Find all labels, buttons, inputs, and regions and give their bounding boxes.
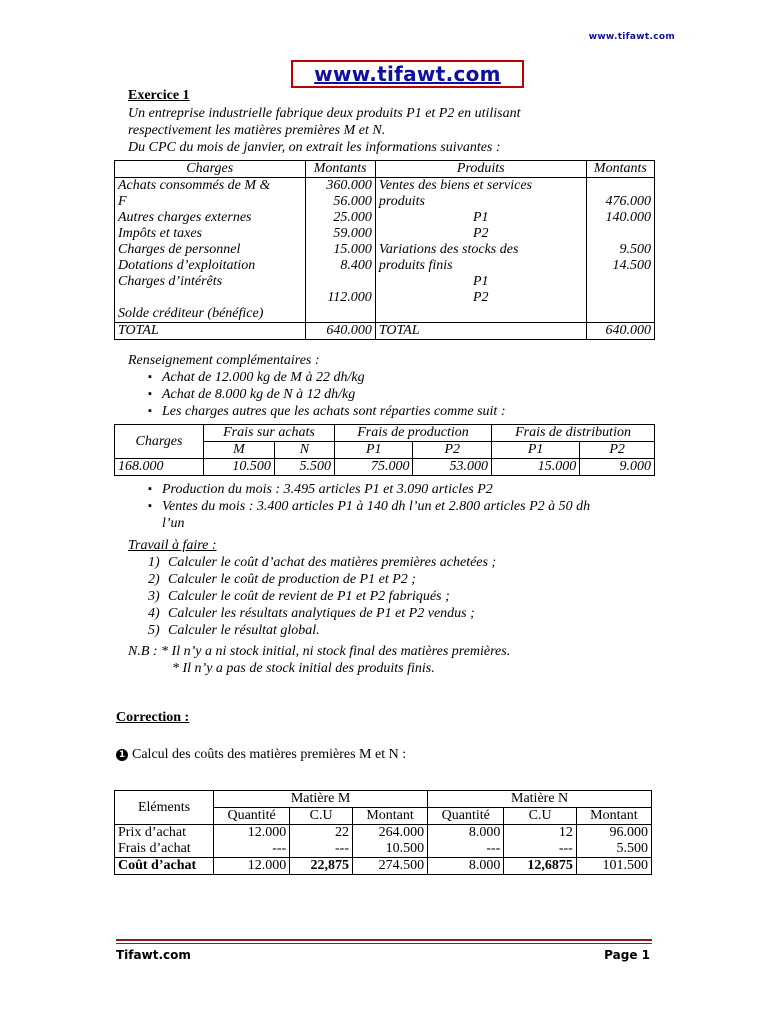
cpc-total-produits: 640.000: [586, 323, 654, 340]
cpc-charges-amounts-col: [305, 178, 375, 323]
task-item: [148, 554, 510, 571]
cpc-total-charges: 640.000: [305, 323, 375, 340]
matiere-cell: ---: [290, 841, 353, 858]
matiere-cell: ---: [428, 841, 504, 858]
cpc-produit-line: P2: [472, 290, 489, 305]
number-1-icon: 1: [116, 749, 128, 761]
repartition-subheader: M: [204, 442, 275, 459]
cpc-charge-amount: 15.000: [333, 242, 372, 257]
cpc-charge-amount: 59.000: [333, 226, 372, 241]
nb-line-1: N.B : * Il n’y a ni stock initial, ni stock final des matières premières.: [128, 644, 511, 659]
renseignement-item: ▪ Achat de 12.000 kg de M à 22 dh/kg: [148, 369, 505, 386]
matiere-cell: 264.000: [353, 825, 428, 842]
intro-line: Du CPC du mois de janvier, on extrait les informations suivantes :: [128, 140, 501, 155]
cpc-produit-amount: [590, 226, 651, 242]
cpc-produit-line: P2: [472, 226, 489, 241]
intro-line: respectivement les matières premières M et N.: [128, 123, 386, 138]
repartition-subheader: P2: [413, 442, 492, 459]
repartition-group-header: Frais sur achats: [204, 425, 335, 442]
table-row: [115, 825, 652, 842]
cpc-produit-amount: [590, 274, 651, 290]
cpc-charge-line: Charges d’intérêts: [118, 274, 223, 289]
production-list: [148, 481, 668, 515]
cpc-produit-amount: [590, 290, 651, 306]
matiere-subheader: Montant: [353, 808, 428, 825]
cpc-produit-amount: [590, 178, 651, 194]
task-text: Calculer le résultat global.: [168, 623, 320, 638]
cpc-header-produits: Produits: [375, 161, 586, 178]
matiere-subheader: C.U: [290, 808, 353, 825]
matiere-elements-header: Eléments: [115, 791, 214, 825]
matiere-cell: 12: [504, 825, 576, 842]
task-text: Calculer le coût d’achat des matières premières achetées ;: [168, 555, 497, 570]
matiere-cell: 22: [290, 825, 353, 842]
cpc-produit-amount: [590, 306, 651, 322]
footer-page-number: Page 1: [604, 948, 650, 962]
repartition-value: 15.000: [492, 459, 580, 476]
task-num: 2): [148, 572, 160, 587]
cpc-charge-amount: 360.000: [326, 178, 372, 193]
site-logo[interactable]: www.tifawt.com: [314, 62, 501, 86]
matiere-subheader: Quantité: [428, 808, 504, 825]
repartition-charges-header: Charges: [115, 425, 204, 459]
nb-line-2: * Il n’y a pas de stock initial des produits finis.: [172, 661, 435, 676]
renseignements-title: Renseignement complémentaires :: [128, 353, 320, 368]
cpc-charge-line: Impôts et taxes: [118, 226, 202, 241]
matiere-row-label: Prix d’achat: [115, 825, 214, 842]
renseignements-list: [148, 369, 505, 420]
cpc-charge-line: Charges de personnel: [118, 242, 241, 257]
task-text: Calculer le coût de revient de P1 et P2 fabriqués ;: [168, 589, 450, 604]
renseignements-section: [128, 352, 505, 420]
matiere-subheader: Quantité: [214, 808, 290, 825]
cpc-charge-line: Dotations d’exploitation: [118, 258, 256, 273]
matiere-m-header: Matière M: [214, 791, 428, 808]
repartition-value: 75.000: [334, 459, 413, 476]
task-num: 3): [148, 589, 160, 604]
cpc-produit-line: produits: [378, 194, 425, 209]
cpc-charge-amount: [309, 306, 372, 322]
travail-section: [128, 537, 510, 677]
cpc-charge-line: Autres charges externes: [118, 210, 252, 225]
matiere-cell: ---: [504, 841, 576, 858]
matiere-subheader: Montant: [576, 808, 651, 825]
repartition-subheader: N: [274, 442, 334, 459]
table-row: [115, 841, 652, 858]
exercise-title: Exercice 1: [128, 88, 190, 103]
cpc-header-charges: Charges: [115, 161, 306, 178]
cpc-produit-line: [379, 306, 583, 322]
task-item: [148, 588, 510, 605]
matiere-cell: 8.000: [428, 825, 504, 842]
production-section: [148, 481, 668, 532]
cpc-charge-line: F: [118, 194, 127, 209]
matiere-cell: 12.000: [214, 858, 290, 875]
task-item: [148, 571, 510, 588]
task-text: Calculer le coût de production de P1 et P2 ;: [168, 572, 416, 587]
repartition-group-header: Frais de distribution: [492, 425, 655, 442]
matiere-cell: 12.000: [214, 825, 290, 842]
repartition-group-header: Frais de production: [334, 425, 491, 442]
repartition-subheader: P1: [334, 442, 413, 459]
production-item: ▪ Ventes du mois : 3.400 articles P1 à 140 dh l’un et 2.800 articles P2 à 50 dh: [148, 498, 668, 515]
matiere-cell: 101.500: [576, 858, 651, 875]
repartition-subheader: P2: [580, 442, 655, 459]
cpc-produit-line: Variations des stocks des: [378, 242, 519, 257]
exercise-intro: [128, 105, 668, 156]
cpc-charge-amount: 8.400: [340, 258, 372, 273]
task-item: [148, 622, 510, 639]
matiere-cell: 5.500: [576, 841, 651, 858]
cpc-table: [114, 160, 655, 340]
matiere-cell: 12,6875: [504, 858, 576, 875]
cpc-produits-amounts-col: [586, 178, 654, 323]
matiere-row-label: Frais d’achat: [115, 841, 214, 858]
cpc-total-label: TOTAL: [115, 323, 306, 340]
cpc-produit-line: produits finis: [378, 258, 453, 273]
matiere-n-header: Matière N: [428, 791, 652, 808]
travail-title: Travail à faire :: [128, 538, 217, 553]
travail-tasks: [148, 554, 510, 639]
footer-site-name: Tifawt.com: [116, 948, 191, 962]
repartition-value: 10.500: [204, 459, 275, 476]
cpc-charge-amount: 25.000: [333, 210, 372, 225]
repartition-subheader: P1: [492, 442, 580, 459]
matiere-cell: 8.000: [428, 858, 504, 875]
correction-title: Correction :: [116, 710, 190, 725]
cpc-produit-amount: 9.500: [619, 242, 651, 257]
site-logo-box[interactable]: [291, 60, 524, 88]
repartition-table: [114, 424, 655, 476]
task-num: 5): [148, 623, 160, 638]
matiere-cell: 10.500: [353, 841, 428, 858]
cpc-produit-amount: 476.000: [605, 194, 651, 209]
cpc-produit-amount: 14.500: [612, 258, 651, 273]
cpc-produits-col: [375, 178, 586, 323]
cpc-charge-line: Achats consommés de M &: [118, 178, 271, 193]
matiere-subheader: C.U: [504, 808, 576, 825]
renseignement-item: ▪ Achat de 8.000 kg de N à 12 dh/kg: [148, 386, 505, 403]
footer-divider-thin: [116, 943, 652, 944]
correction-subtitle: [116, 747, 406, 763]
cpc-header-montants-2: Montants: [586, 161, 654, 178]
cpc-charge-amount: 56.000: [333, 194, 372, 209]
matiere-cell: 274.500: [353, 858, 428, 875]
task-num: 4): [148, 606, 160, 621]
repartition-value: 168.000: [115, 459, 204, 476]
matiere-cell: 96.000: [576, 825, 651, 842]
cpc-produit-line: Ventes des biens et services: [378, 178, 532, 193]
correction-subtitle-text: Calcul des coûts des matières premières M et N :: [132, 747, 407, 762]
repartition-value: 5.500: [274, 459, 334, 476]
cpc-charges-col: [115, 178, 306, 323]
cpc-charge-line: Solde créditeur (bénéfice): [118, 306, 264, 321]
production-item: ▪ Production du mois : 3.495 articles P1 et 3.090 articles P2: [148, 481, 668, 498]
production-item-continuation: l’un: [162, 516, 185, 531]
repartition-value: 9.000: [580, 459, 655, 476]
cpc-charge-amount: [309, 274, 372, 290]
intro-line: Un entreprise industrielle fabrique deux produits P1 et P2 en utilisant: [128, 106, 521, 121]
table-row: [115, 858, 652, 875]
matiere-cell: 22,875: [290, 858, 353, 875]
cpc-produit-line: P1: [472, 274, 489, 289]
cpc-produit-line: P1: [472, 210, 489, 225]
renseignement-item: ▪ Les charges autres que les achats sont réparties comme suit :: [148, 403, 505, 420]
task-item: [148, 605, 510, 622]
matiere-table: [114, 790, 652, 875]
cpc-header-montants: Montants: [305, 161, 375, 178]
cpc-charge-amount: 112.000: [327, 290, 372, 305]
top-site-url[interactable]: www.tifawt.com: [588, 32, 675, 42]
cpc-total-label-2: TOTAL: [375, 323, 586, 340]
matiere-cell: ---: [214, 841, 290, 858]
task-text: Calculer les résultats analytiques de P1 et P2 vendus ;: [168, 606, 475, 621]
cpc-charge-line: [118, 290, 302, 306]
repartition-value: 53.000: [413, 459, 492, 476]
cpc-produit-amount: 140.000: [605, 210, 651, 225]
footer-divider: [116, 939, 652, 941]
task-num: 1): [148, 555, 160, 570]
matiere-row-label: Coût d’achat: [115, 858, 214, 875]
